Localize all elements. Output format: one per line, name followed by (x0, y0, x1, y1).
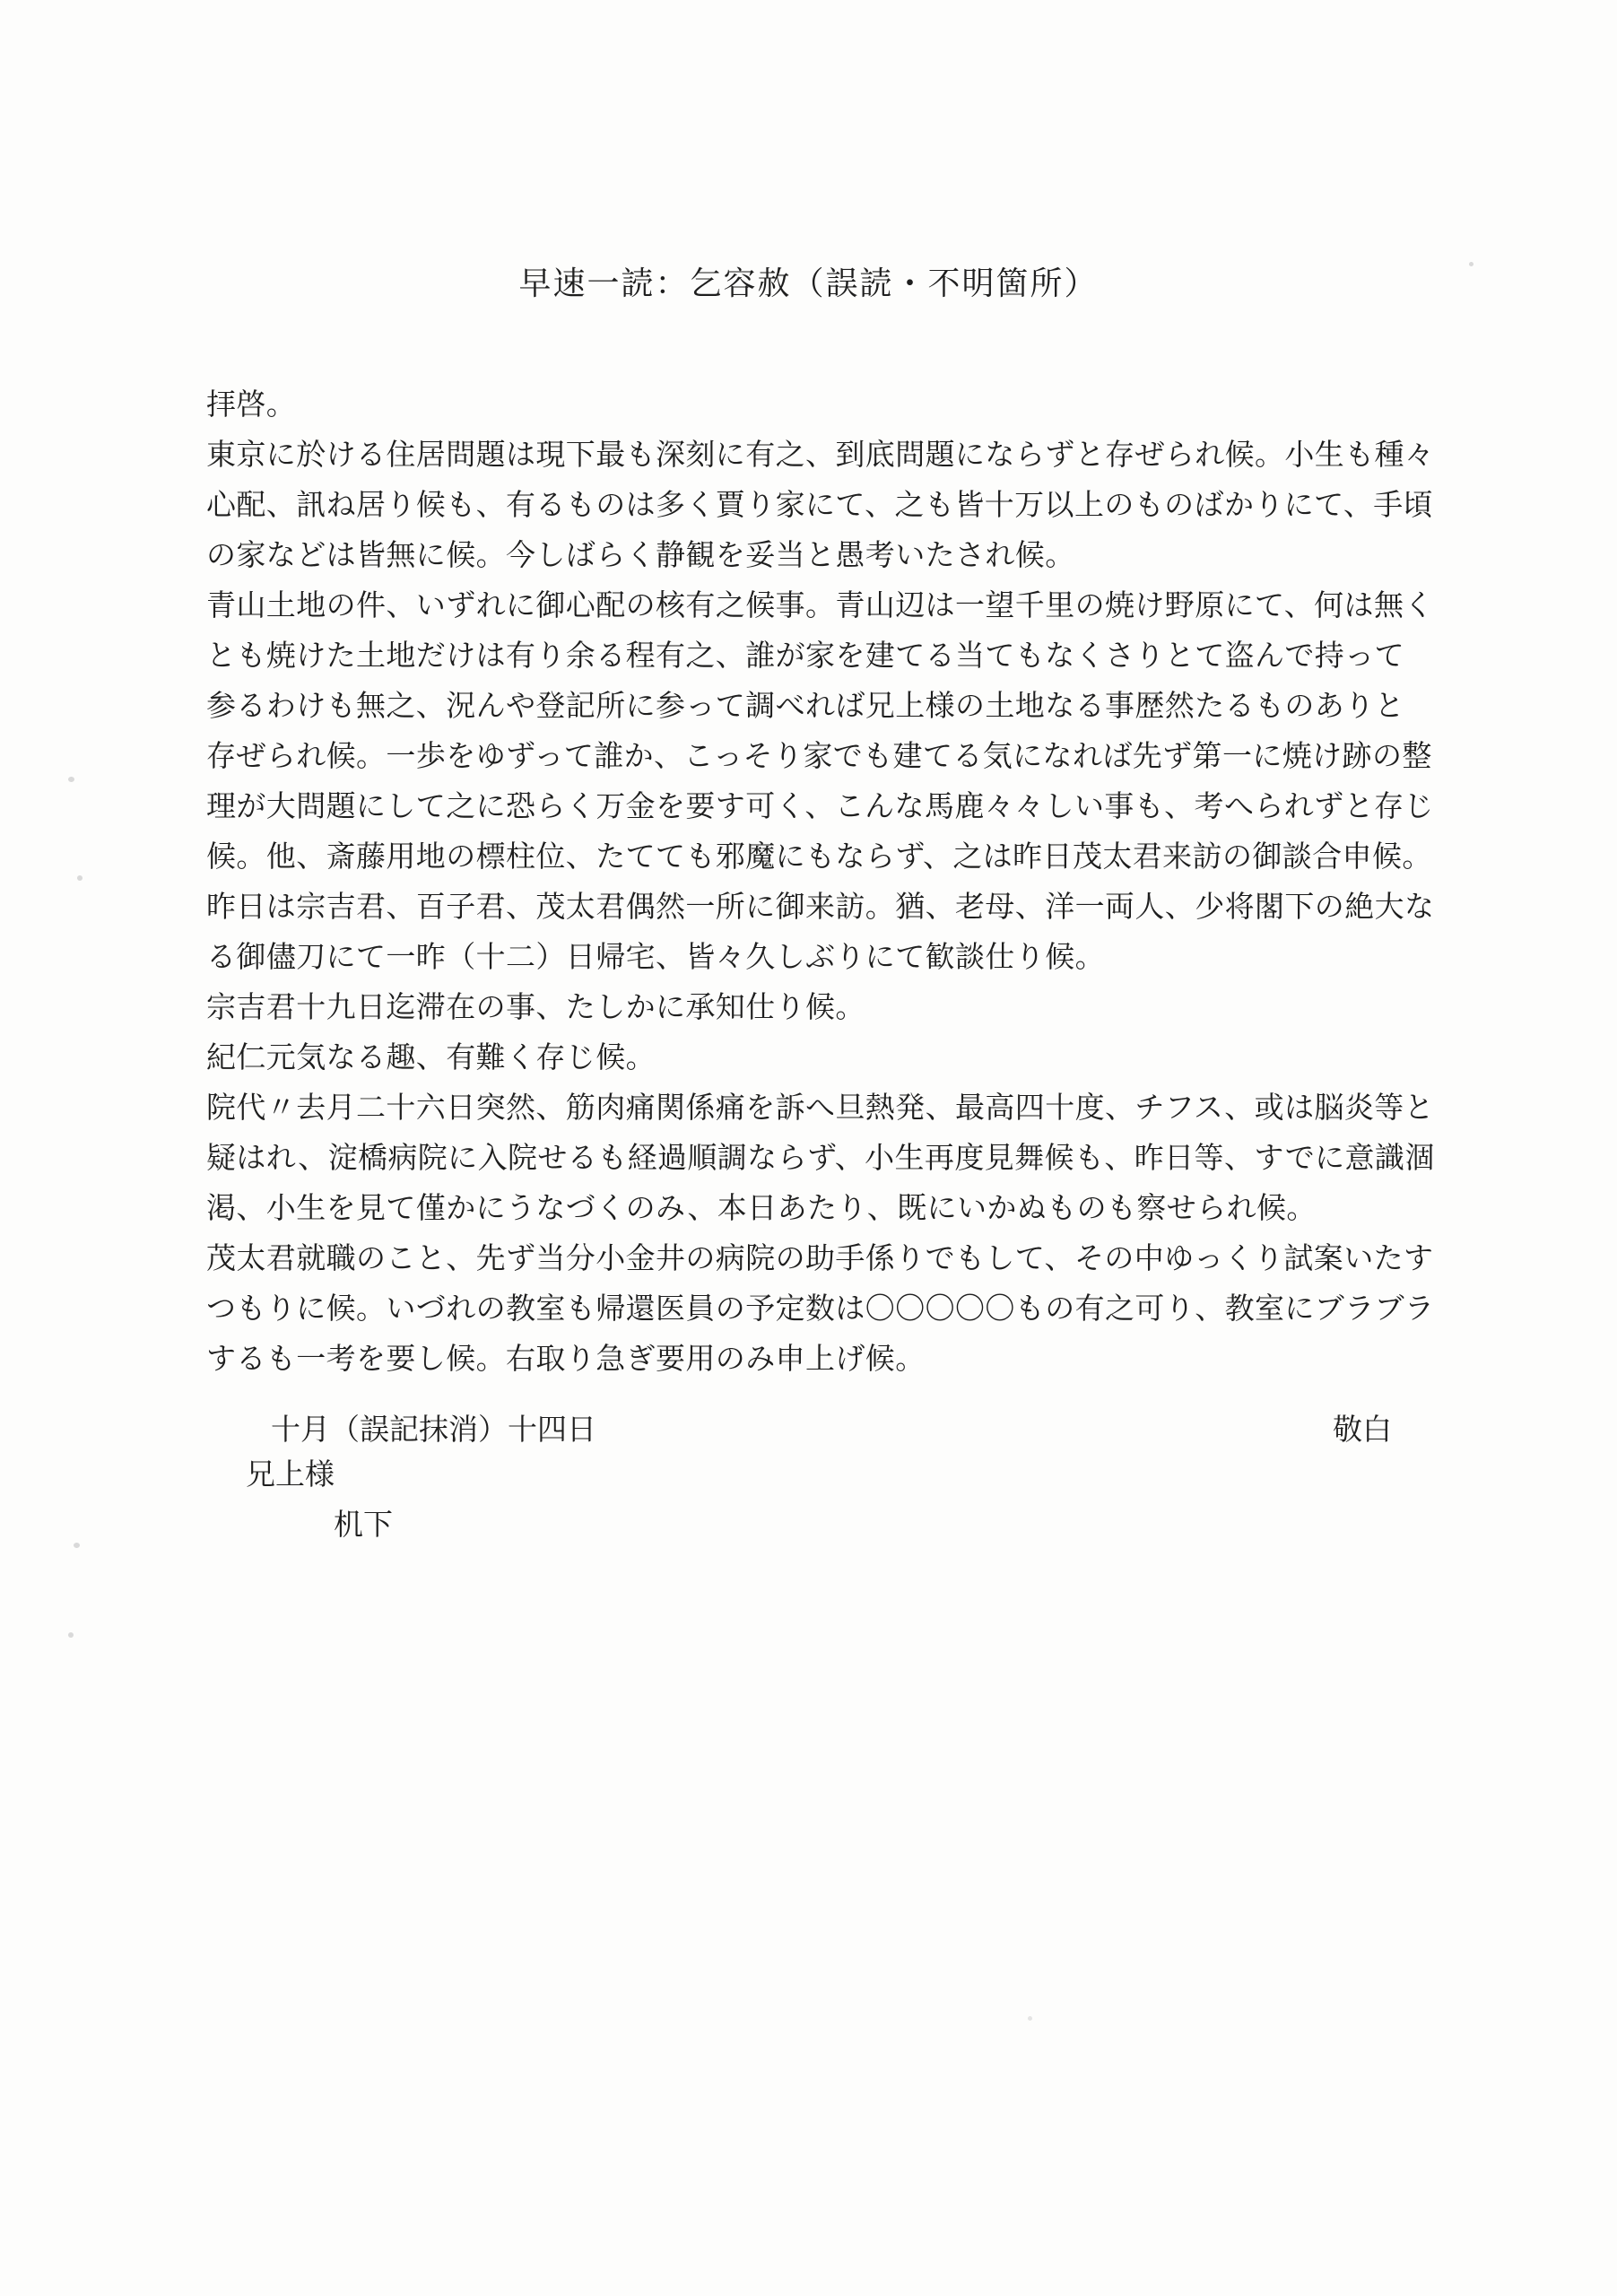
scan-speck (68, 777, 74, 782)
letter-line: 存ぜられ候。一歩をゆずって誰か、こっそり家でも建てる気になれば先ず第一に焼け跡の整 (206, 741, 1432, 773)
letter-line: するも一考を要し候。右取り急ぎ要用のみ申上げ候。 (206, 1344, 926, 1376)
letter-line: とも焼けた土地だけは有り余る程有之、誰が家を建てる当てもなくさりとて盗んで持って (206, 640, 1404, 673)
scan-speck (68, 1632, 74, 1638)
letter-line: 宗吉君十九日迄滞在の事、たしかに承知仕り候。 (206, 992, 865, 1024)
scan-speck (74, 1543, 80, 1548)
letter-line: 渇、小生を見て僅かにうなづくのみ、本日あたり、既にいかぬものも察せられ候。 (206, 1193, 1317, 1225)
closing-addressee: 兄上様 (246, 1459, 335, 1492)
closing-signoff: 敬白 (1333, 1414, 1392, 1447)
closing-postscript: 机下 (334, 1509, 393, 1542)
letter-line: 参るわけも無之、況んや登記所に参って調べれば兄上様の土地なる事歴然たるものありと (206, 691, 1404, 723)
letter-line: つもりに候。いづれの教室も帰還医員の予定数は〇〇〇〇〇もの有之可り、教室にブラブラ (206, 1293, 1435, 1326)
letter-line: 昨日は宗吉君、百子君、茂太君偶然一所に御来訪。猶、老母、洋一両人、少将閣下の絶大な (206, 891, 1435, 924)
letter-line: 茂太君就職のこと、先ず当分小金井の病院の助手係りでもして、その中ゆっくり試案いたす (206, 1243, 1434, 1275)
scan-speck (1028, 2016, 1032, 2021)
closing-date: 十月（誤記抹消）十四日 (271, 1414, 596, 1447)
closing-row (206, 1406, 1408, 1457)
letter-line: 候。他、斎藤用地の標柱位、たてても邪魔にもならず、之は昨日茂太君来訪の御談合申候。 (206, 841, 1432, 874)
letter-line: 東京に於ける住居問題は現下最も深刻に有之、到底問題にならずと存ぜられ候。小生も種々 (206, 439, 1435, 472)
letter-heading: 早速一読：乞容赦（誤読・不明箇所） (518, 265, 1099, 301)
letter-line: 院代〃去月二十六日突然、筋肉痛関係痛を訴へ旦熱発、最高四十度、チフス、或は脳炎等と (206, 1092, 1435, 1125)
letter-body (206, 380, 1435, 1385)
letter-line: る御儘刀にて一昨（十二）日帰宅、皆々久しぶりにて歓談仕り候。 (206, 942, 1105, 974)
scan-speck (1469, 262, 1474, 266)
letter-line: 拝啓。 (206, 389, 297, 422)
letter-line: 紀仁元気なる趣、有難く存じ候。 (206, 1042, 656, 1074)
letter-line: 心配、訊ね居り候も、有るものは多く賈り家にて、之も皆十万以上のものばかりにて、手頃 (206, 490, 1434, 522)
scan-speck (77, 875, 83, 881)
letter-line: 青山土地の件、いずれに御心配の核有之候事。青山辺は一望千里の焼け野原にて、何は無く (206, 590, 1434, 622)
letter-line: 疑はれ、淀橋病院に入院せるも経過順調ならず、小生再度見舞候も、昨日等、すでに意識涸 (206, 1143, 1435, 1175)
letter-line: 理が大問題にして之に恐らく万金を要す可く、こんな馬鹿々々しい事も、考へられずと存じ (206, 791, 1434, 823)
letter-line: の家などは皆無に候。今しばらく静観を妥当と愚考いたされ候。 (206, 540, 1075, 572)
